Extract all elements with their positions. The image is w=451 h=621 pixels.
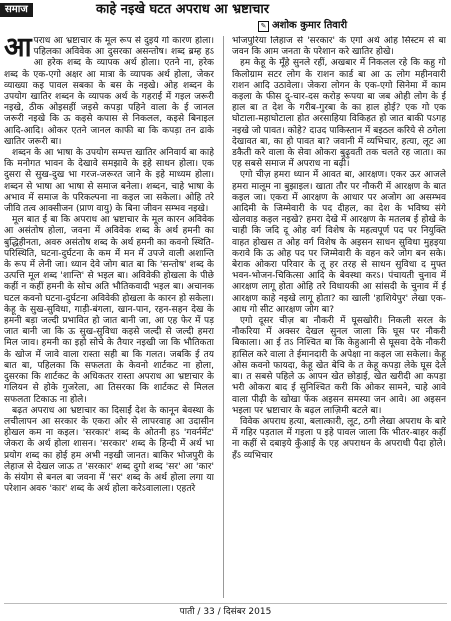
author-byline — [258, 20, 347, 32]
footer-divider — [4, 603, 447, 604]
paragraph-text: पराध आ भ्रष्टाचार के मूल रूप से दुइये गो कारण होला। पहिलका अविवेक आ दुसरका असन्तोष। शब्द ब्रम्ह हऽ आ हरेक शब्द के व्यापक अर्थ होला। एतने ना, हरेक शब्द के एक-एगो अक्षर आ मात्रा के व्यापक अर्थ होला, जेकर व्याख्या कइ पावल सबका के बस के नइखे। ओह शब्दन के उपयोग खातिर शब्दन के व्यापक अर्थ के गहराई में गइल जरूरी नइखे, ठीक ओइसहीं जइसे कपड़ा पहिने वाला के ई जानल जरूरी नइखे कि ऊ कइसे कपास से निकलल, कइसे बिनाइल आदि-आदि। ओकर एतने जानल काफी बा कि कपड़ा तन ढाके खातिर जरूरी बा। — [4, 36, 214, 147]
paragraph: बढ़त अपराध आ भ्रष्टाचार का दिसाईं देश के कानून बेवस्था के लचीलापन आ सरकार के एकरा ओर से लापरवाह आ उदासीन होखल कम ना कइल। 'सरकार' शब्द के ओतनी हऽ 'गवर्नमेंट' जेकरा के अर्थ होला शासन। 'सरकार' शब्द के हिन्दी में अर्थ भा प्रयोग शब्द का होई हम अभी नइखी जानत। बाकिर भोजपुरी के लेहाज से देखल जाऊ त 'सरकार' शब्द दुगो शब्द 'सर' आ 'कार' के संयोग से बनल बा जवना में 'सर' शब्द के अर्थ होला लगा या परेशान अवरु 'कार' शब्द के अर्थ होला करेऽवालाला। एहतरे — [4, 405, 214, 495]
paragraph: एगो दूसर चीज़ बा नौकरी में घूसखोरी। निकली सरल के नौकरिया में अक्सर देखल सुनल जाला कि घूस पर नौकरी बिकाला। आ ई तऽ निश्चित बा कि केहुआनी से घूसवा देके नौकरी हासिल करे वाला ते ईमानदारी के अपेक्षा ना कइल जा सकेला। केहू ओस कवनो फायदा, केहू खेत बेचि के त केहू कपड़ा लेके घूस देले बा। त सबसे पहिले ऊ आपन खेत छोड़ाई, खेत खरीदी आ कपड़ा भरी ओकरा बाद ई सुनिश्चित करी कि ओकर सामने, चाहे आवे वाला पीढ़ी के खोखा फेंक अइसन समस्या जन आवे। आ अइसन भइला पर भ्रष्टाचार के बढ़ल लाज़िमी बटले बा। — [232, 316, 446, 416]
paragraph: विवेक अपराध हत्या, बलात्कारी, लूट, ठगी लेखा अपराध के बारे में गहिर पड़ताल में गइला प इहे पावल जाला कि भीतर-बाहर कहीं ना कहीं से दबाइये कुँआई के एह अपराधन के अपराधी पैदा होले। हँऽ व्यभिचार — [232, 416, 446, 461]
author-name: अशोक कुमार तिवारी — [272, 20, 348, 31]
paragraph — [4, 36, 214, 148]
page-footer: पाती / 33 / दिसंबर 2015 — [179, 607, 272, 617]
article-headline: काहे नइखे घटत अपराध आ भ्रष्टाचार — [96, 2, 270, 17]
drop-cap: आ — [4, 36, 32, 63]
paragraph: एगो चीज़ हमरा ध्यान में आवत बा, आरक्षण। एकर ऊर आजले हमरा मालूम ना बुझाइल। खाता तौर पर नौकरी में आरक्षण के बात कइल जा। एकरा में आरक्षण के आधार पर अजोग आ असम्भव आदिमी के जिम्मेवारी के पद दीहल, का देश के भविष्य संगे खेलवाड़ कइल नइखे? हमरा देखे में आरक्षण के मतलब ई होखे के चाही कि जदि दू ओह वर्ग विशेष के महत्वपूर्ण पद पर नियुक्ति वाहत होखस त ओह वर्ग विशेष के अइसन साधन सुविधा मुहइया करावे कि ऊ ओह पद पर जिम्मेवारी के वहन करे जोग बन सके। बेराक ओकरा परिवार के तू हर तरह से साधन सुविधा द मुफ्त भवन-भोजन-चिकित्सा आदि के बेवस्था करऽ। पंचायती चुनाव में आरक्षण लागू होता ओहि तरे विधायकी आ सांसदी के चुनाव में ई आरक्षण काहे नइखे लागू होता? का खाली 'हाशियेपुर' लेखा एक-आध गो सीट आरक्षण जोग बा? — [232, 170, 446, 315]
pen-icon: ✎ — [258, 21, 269, 32]
section-label: समाज — [0, 3, 33, 17]
article-column-right — [232, 36, 446, 599]
paragraph: भोजपुरिया लिहाज से 'सरकार' के एगो अर्थ ओह सिस्टम से बा जवन कि आम जनता के परेशान करे खातिर होखे। — [232, 36, 446, 58]
paragraph: हम केहू के मूँहे सुनले रहीं, अखबार में निकलल रहे कि कहु गो किलोग्राम सटर लोग के राशन कार्ड बा आ ऊ लोग महीनवारी राशन आदि उठावेला। जेकरा लोगन के एक-एगो सिनेमा में काम कइला के फीस दु-चार-दस करोड़ रूपया बा जब ओही लोग के ई हाल बा त देश के गरीब-गुरबा के का हाल होई? एक गो एक घोटाला-महाघोटाला होत अरसाहिया विकिहत हो जात बाकी पऽगह नइखे जो पावत। कोहे? दाउद पाकिस्तान में बइठल करिये से ठगेला देखावत बा, का हो पावत बा? जवानी में व्यभिचार, हत्या, लूट आ डकैती करे वाला के सेवा ओकरा बुढ़ुवती तक चलते रह जाता। का एह सबसे समाज में अपराध ना बढ़ी। — [232, 58, 446, 170]
paragraph: मूल बात ई बा कि अपराध आ भ्रष्टाचार के मूल कारन अविवेक आ असंतोष होला, जवना में अविवेक शब्द के अर्थ हमनी का बुद्धिहीनता, अवरु असंतोष शब्द के अर्थ हमनी का कवनो स्थिति-परिस्थिति, घटना-दुर्घटना के कम में मन में उपजे वाली अशान्ति के रूप में लेनी जा। ध्यान देवे जोग बात बा कि 'सन्तोष' शब्द के उत्पत्ति मूल शब्द 'शान्ति' से भइल बा। अविवेकी होखला के पीछे कहीं न कहीं हमनी के सोच अति भौतिकवादी भइल बा। अचानक घटल कवनो घटना-दुर्घटना अविवेकी होखला के कारन हो सकेला। केहू के सुख-सुविधा, गाड़ी-बंगला, खान-पान, रहन-सहन देख के हमनी बड़ा जल्दी प्रभावित हो जात बानी जा, आ एह फेर में पड़ जात बानी जा कि ऊ सुख-सुविधा कइसे जल्दी से जल्दी हमरा मिल जाव। हमनी का इहो सोचे के तैयार नइखी जा कि भौतिकता के खोज में जावे वाला रास्ता सही बा कि गलत। जबकि ई तय बात बा, पहिलका कि सफलता के केवनो शार्टकट ना होला, दुसरका कि शार्टकट के अधिकतर रास्ता अपराध आ भ्रष्टाचार के गलियन से होके गुजरेला, आ तिसरका कि शार्टकट से मिलल सफलता टिकाऊ ना होले। — [4, 215, 214, 405]
paragraph: शब्दन के आ भाषा के उपयोग सम्पत्त खातिर अनिवार्य बा काहे कि मनोगत भावन के देखावे समझावे के इहे साधन होला। एक दुसरा से सुख-दुख भा गरज-जरूरत जाने के इहे माध्यम होला। शब्दन से भाषा आ भाषा से समाज बनेला। शब्दन, चाहे भाषा के अभाव में समाज के परिकल्पना ना कइल जा सकेला। ओहि तरे जीवि तत्व आक्सीजन (प्राण वायु) के बिना जीवन सम्भव नइखे। — [4, 148, 214, 215]
column-divider — [223, 36, 224, 598]
article-column-left — [4, 36, 214, 599]
